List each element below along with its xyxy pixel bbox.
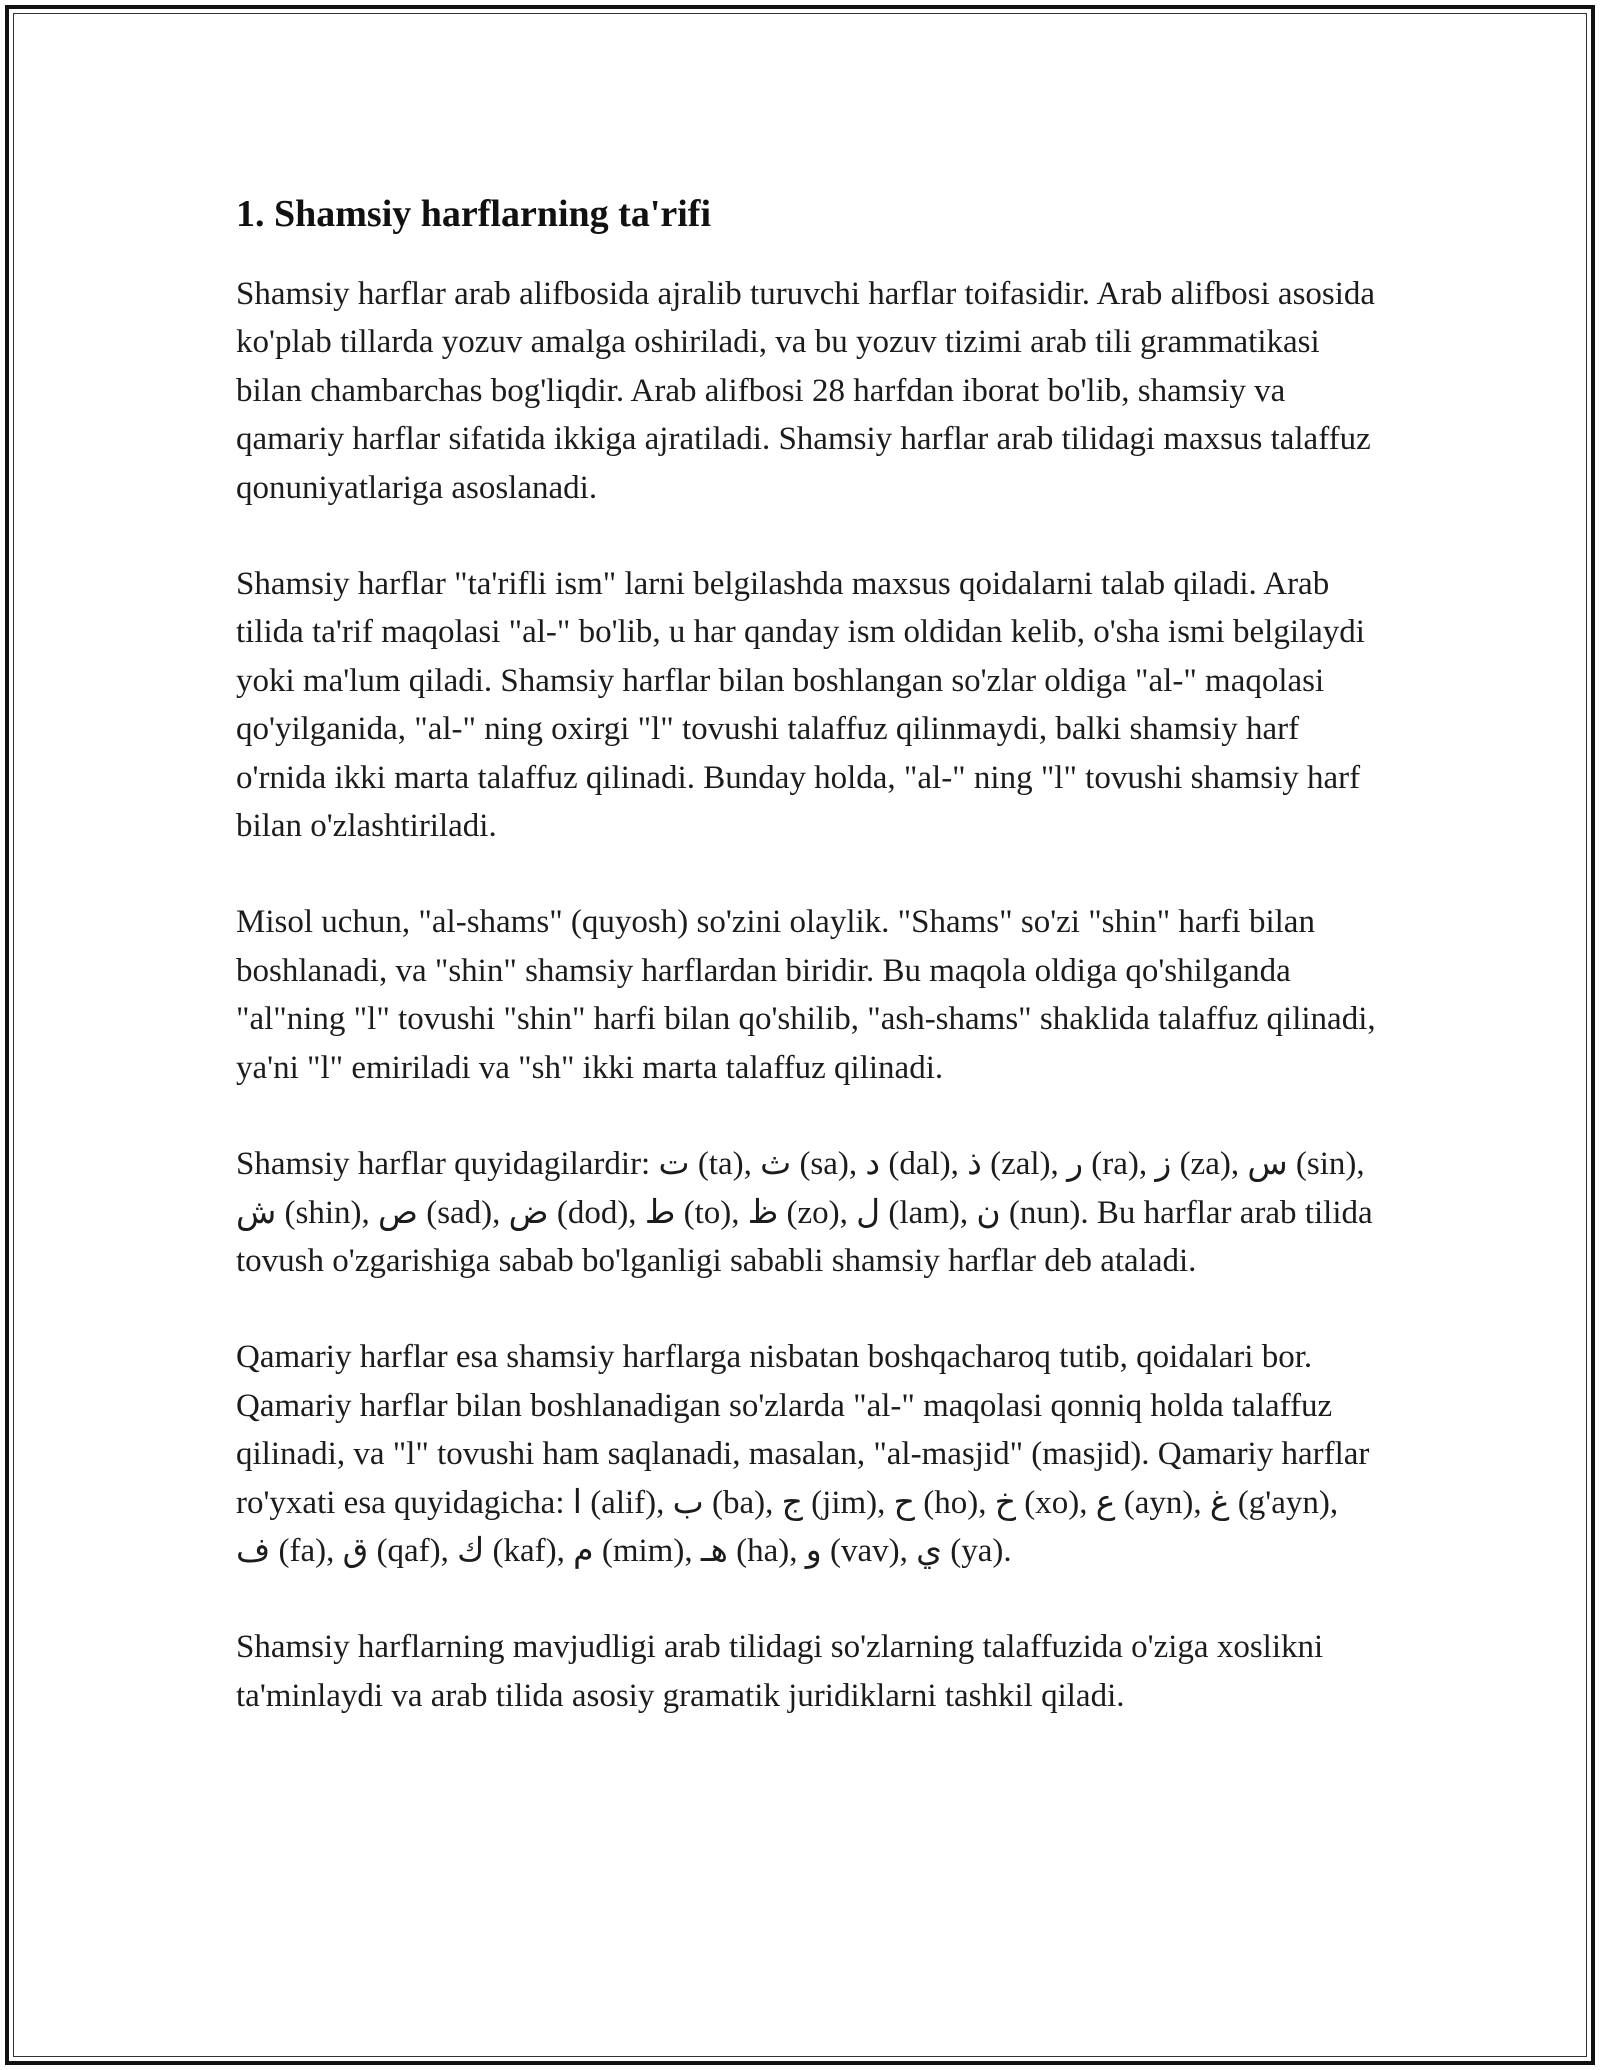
paragraph-intro: Shamsiy harflar arab alifbosida ajralib turuvchi harflar toifasidir. Arab alifbosi asosida ko'plab tillarda yozuv amalga oshiriladi, va bu yozuv tizimi arab tili grammatikasi bilan chambarchas bog'liqdir. Arab alifbosi 28 harfdan iborat bo'lib, shamsiy va qamariy harflar sifatida ikkiga ajratiladi. Shamsiy harflar arab tilidagi maxsus talaffuz qonuniyatlariga asoslanadi. [236,276,1376,506]
paragraph-example: Misol uchun, "al-shams" (quyosh) so'zini olaylik. "Shams" so'zi "shin" harfi bilan boshlanadi, va "shin" shamsiy harflardan biridir. Bu maqola oldiga qo'shilganda "al"ning "l" tovushi "shin" harfi bilan qo'shilib, "ash-shams" shaklida talaffuz qilinadi, ya'ni "l" emiriladi va "sh" ikki marta talaffuz qilinadi. [236,904,1376,1086]
paragraph-sun-letters-list: Shamsiy harflar quyidagilardir: ت (ta), ث (sa), د (dal), ذ (zal), ر (ra), ز (za), س (sin), ش (shin), ص (sad), ض (dod), ط (to), ظ (zo), ل (lam), ن (nun). Bu harflar arab tilida tovush o'zgarishiga sabab bo'lganligi sababli shamsiy harflar deb ataladi. [236,1146,1373,1279]
paragraph-moon-letters: Qamariy harflar esa shamsiy harflarga nisbatan boshqacharoq tutib, qoidalari bor. Qamariy harflar bilan boshlanadigan so'zlarda "al-" maqolasi qonniq holda talaffuz qilinadi, va "l" tovushi ham saqlanadi, masalan, "al-masjid" (masjid). Qamariy harflar ro'yxati esa quyidagicha: ا (alif), ب (ba), ج (jim), ح (ho), خ (xo), ع (ayn), غ (g'ayn), ف (fa), ق (qaf), ك (kaf), م (mim), هـ (ha), و (vav), ي (ya). [236,1339,1370,1569]
document-body [236,186,1376,1768]
section-heading: 1. Shamsiy harflarning ta'rifi [236,193,712,235]
paragraph-conclusion: Shamsiy harflarning mavjudligi arab tilidagi so'zlarning talaffuzida o'ziga xoslikni ta'minlaydi va arab tilida asosiy gramatik juridiklarni tashkil qiladi. [236,1629,1324,1714]
paragraph-definite-article: Shamsiy harflar "ta'rifli ism" larni belgilashda maxsus qoidalarni talab qiladi. Arab tilida ta'rif maqolasi "al-" bo'lib, u har qanday ism oldidan kelib, o'sha ismi belgilaydi yoki ma'lum qiladi. Shamsiy harflar bilan boshlangan so'zlar oldiga "al-" maqolasi qo'yilganida, "al-" ning oxirgi "l" tovushi talaffuz qilinmaydi, balki shamsiy harf o'rnida ikki marta talaffuz qilinadi. Bunday holda, "al-" ning "l" tovushi shamsiy harf bilan o'zlashtiriladi. [236,566,1365,845]
